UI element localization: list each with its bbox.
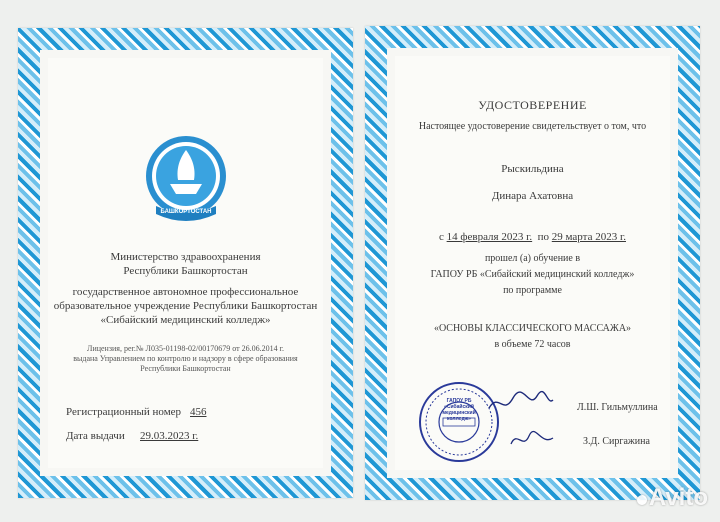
program-name: «ОСНОВЫ КЛАССИЧЕСКОГО МАССАЖА» [433,323,632,334]
from-date: 14 февраля 2023 г. [446,231,533,243]
signature-2-icon [507,428,557,452]
recipient-name: Динара Ахатовна [491,190,574,202]
to-prefix: по [537,231,550,243]
reg-number-label: Регистрационный номер [66,406,182,418]
signature-1-icon [485,388,555,418]
issue-date-value: 29.03.2023 г. [140,430,199,442]
certificate-right-page [365,26,700,500]
license-line-1: Лицензия, рег.№ Л035-01198-02/00170679 от 26.06.2014 г. [87,344,284,353]
ministry-line-1: Министерство здравоохранения [110,251,261,263]
study-period [365,230,700,244]
institution-line-1: государственное автономное профессиональное [72,286,299,298]
emblem-ribbon-text: БАШКОРТОСТАН [160,209,212,215]
recipient-surname: Рыскильдина [501,163,564,175]
signer-1-name: Л.Ш. Гильмуллина [577,402,658,413]
reg-number-value: 456 [190,406,207,418]
stamp-text: ГАПОУ РБ «Сибайский медицинский колледж» [442,398,476,422]
certificate-left-page [18,28,353,498]
college-name: ГАПОУ РБ «Сибайский медицинский колледж» [430,269,635,280]
program-hours: в объеме 72 часов [494,339,571,350]
completed-text: прошел (а) обучение в [484,253,581,264]
institution-line-2: образовательное учреждение Республики Башкортостан [53,300,318,312]
ministry-line-2: Республики Башкортостан [123,265,248,277]
signer-2-name: З.Д. Сиргажина [583,436,650,447]
certificate-title: УДОСТОВЕРЕНИЕ [478,98,587,112]
license-line-3: Республики Башкортостан [140,364,231,373]
license-line-2: выдана Управлением по контролю и надзору в сфере образования [73,354,298,363]
avito-logo-icon [637,495,647,505]
program-label: по программе [503,285,562,296]
to-date: 29 марта 2023 г. [551,231,626,243]
avito-watermark [637,484,708,512]
watermark-text: Avito [648,484,708,511]
certificate-intro: Настоящее удостоверение свидетельствует о том, что [418,121,647,132]
institution-line-3: «Сибайский медицинский колледж» [100,314,271,326]
from-prefix: с [438,231,444,243]
issue-date-label: Дата выдачи [66,430,125,442]
